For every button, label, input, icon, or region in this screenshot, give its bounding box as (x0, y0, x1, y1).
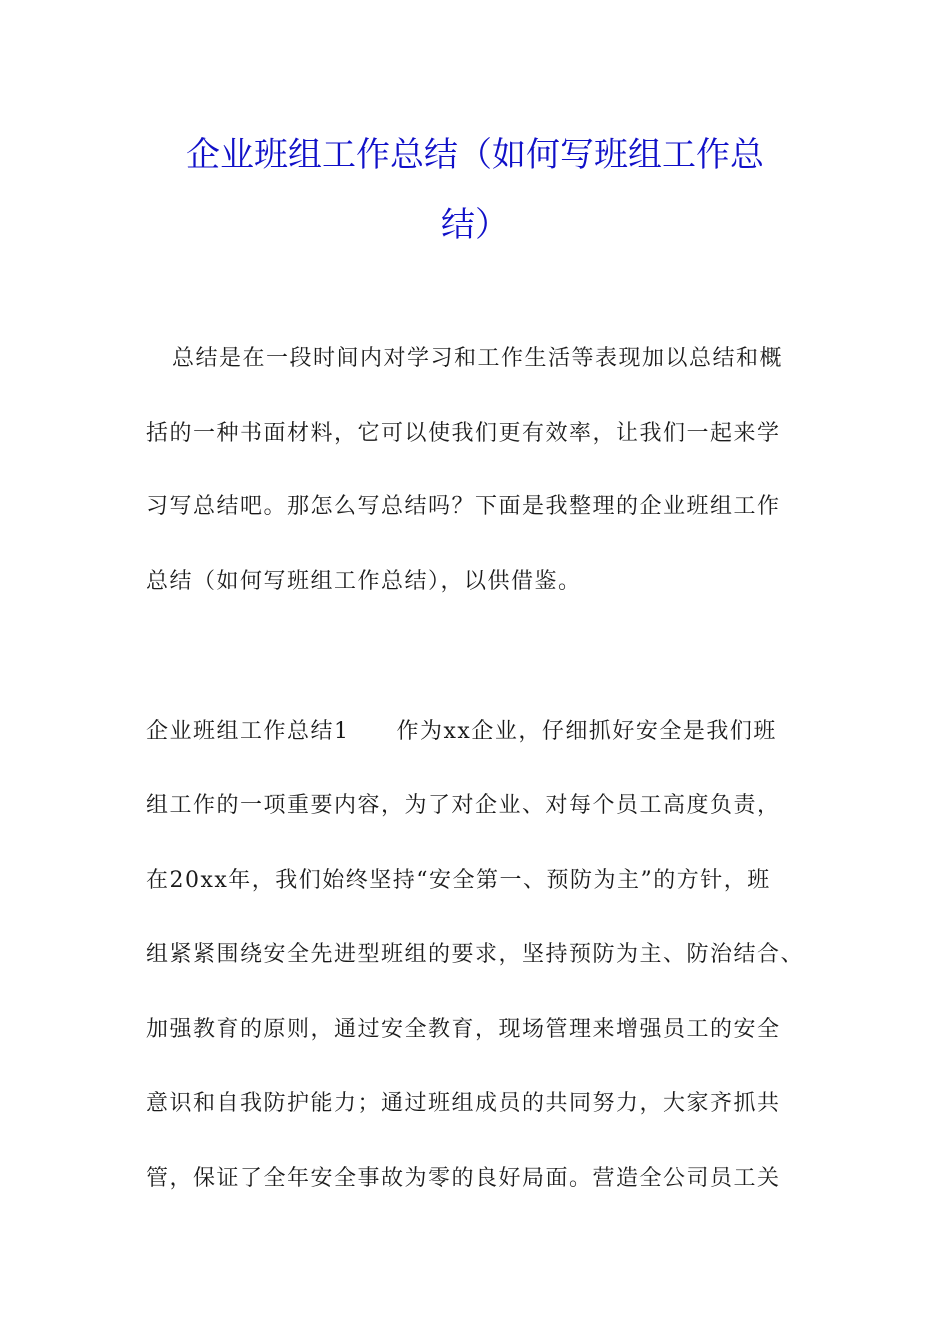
section1-line-6: 意识和自我防护能力；通过班组成员的共同努力，大家齐抓共 (146, 1091, 781, 1116)
section1-line-7: 管，保证了全年安全事故为零的良好局面。营造全公司员工关 (146, 1166, 781, 1191)
document-title (145, 120, 805, 260)
intro-line-2: 括的一种书面材料，它可以使我们更有效率，让我们一起来学 (146, 421, 781, 446)
intro-line-4: 总结（如何写班组工作总结），以供借鉴。 (146, 569, 582, 594)
intro-line-1: 总结是在一段时间内对学习和工作生活等表现加以总结和概 (172, 346, 784, 371)
section1-line-1: 企业班组工作总结1 作为xx企业，仔细抓好安全是我们班 (146, 719, 777, 744)
section1-line-5: 加强教育的原则，通过安全教育，现场管理来增强员工的安全 (146, 1017, 781, 1042)
title-line-2: 结） (441, 205, 509, 245)
section1-line-3: 在20xx年，我们始终坚持“安全第一、预防为主”的方针，班 (146, 868, 771, 893)
title-line-1: 企业班组工作总结（如何写班组工作总 (186, 135, 764, 175)
intro-line-3: 习写总结吧。那怎么写总结吗？下面是我整理的企业班组工作 (146, 494, 781, 519)
section1-line-4: 组紧紧围绕安全先进型班组的要求，坚持预防为主、防治结合、 (146, 942, 805, 967)
section1-line-2: 组工作的一项重要内容，为了对企业、对每个员工高度负责， (146, 793, 781, 818)
